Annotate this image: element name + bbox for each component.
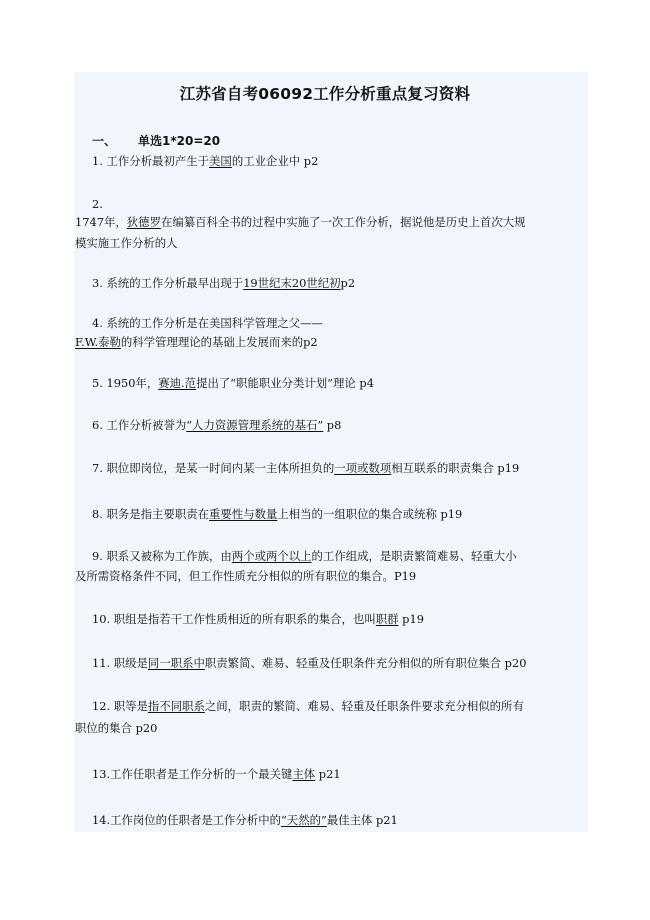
item-8-keyword: 重要性与数量 xyxy=(209,507,278,521)
item-11-text-end: 职责繁简、难易、轻重及任职条件充分相似的所有职位集合 p20 xyxy=(204,656,527,670)
item-13-keyword: 主体 xyxy=(292,767,316,781)
item-6 xyxy=(92,418,341,432)
item-12-text: 12. 职等是 xyxy=(92,699,148,713)
item-1-text: 1. 工作分析最初产生于 xyxy=(92,154,210,168)
item-5-text: 5. 1950年， xyxy=(92,376,159,390)
section-number: 一、 xyxy=(92,134,117,148)
item-9-line-2: 及所需资格条件不同，但工作性质充分相似的所有职位的集合。P19 xyxy=(75,569,417,583)
item-13 xyxy=(92,767,341,781)
item-8-text-end: 上相当的一组职位的集合或统称 p19 xyxy=(277,507,463,521)
item-1-text-end: 的工业企业中 p2 xyxy=(231,154,319,168)
item-7 xyxy=(92,461,519,475)
item-14 xyxy=(92,813,398,827)
item-12-text-end: 之间，职责的繁简、难易、轻重及任职条件要求充分相似的所有 xyxy=(204,699,524,713)
document-title: 江苏省自考06092工作分析重点复习资料 xyxy=(179,85,471,103)
item-3-text: 3. 系统的工作分析最早出现于 xyxy=(92,276,244,290)
item-6-keyword: “人力资源管理系统的基石” xyxy=(186,418,324,432)
item-10-text-end: p19 xyxy=(398,612,424,626)
item-1 xyxy=(92,154,318,168)
item-9-text-end: 的工作组成，是职责繁简难易、轻重大小 xyxy=(311,549,517,563)
item-3 xyxy=(92,276,355,290)
item-6-text-end: p8 xyxy=(323,418,342,432)
section-label: 单选1*20=20 xyxy=(138,134,221,148)
item-8 xyxy=(92,507,462,521)
item-13-text-end: p21 xyxy=(315,767,341,781)
item-7-keyword: 一项或数项 xyxy=(334,461,392,475)
item-12-keyword: 指不同职系 xyxy=(147,699,205,713)
item-2-text: 1747年， xyxy=(75,215,127,229)
item-12 xyxy=(92,699,524,713)
item-2-line-2: 模实施工作分析的人 xyxy=(75,236,178,250)
item-9-text: 9. 职系又被称为工作族，由 xyxy=(92,549,232,563)
item-3-keyword: 19世纪末20世纪初 xyxy=(243,276,341,290)
item-5-text-end: 提出了“职能职业分类计划”理论 p4 xyxy=(196,376,374,390)
item-12-line-2: 职位的集合 p20 xyxy=(75,721,158,735)
item-3-text-end: p2 xyxy=(340,276,356,290)
item-13-text: 13.工作任职者是工作分析的一个最关键 xyxy=(92,767,293,781)
item-4-text-end: 的科学管理理论的基础上发展而来的p2 xyxy=(120,335,318,349)
item-1-keyword: 美国 xyxy=(209,154,232,168)
item-10 xyxy=(92,612,424,626)
item-9-keyword: 两个或两个以上 xyxy=(231,549,312,563)
item-4: 4. 系统的工作分析是在美国科学管理之父—— xyxy=(92,316,323,330)
item-2-number: 2. xyxy=(92,197,103,211)
item-9 xyxy=(92,549,517,563)
item-4-line-2 xyxy=(75,335,318,349)
item-2-keyword: 狄德罗 xyxy=(126,215,161,229)
item-10-keyword: 职群 xyxy=(375,612,399,626)
section-heading xyxy=(92,132,220,149)
item-14-keyword: “天然的” xyxy=(280,813,327,827)
item-5-keyword: 赛迪.范 xyxy=(158,376,197,390)
item-11 xyxy=(92,656,526,670)
item-2 xyxy=(75,215,525,229)
item-6-text: 6. 工作分析被誉为 xyxy=(92,418,187,432)
item-10-text: 10. 职组是指若干工作性质相近的所有职系的集合，也叫 xyxy=(92,612,376,626)
item-7-text-end: 相互联系的职责集合 p19 xyxy=(391,461,520,475)
item-14-text: 14.工作岗位的任职者是工作分析中的 xyxy=(92,813,281,827)
item-11-keyword: 同一职系中 xyxy=(147,656,205,670)
item-8-text: 8. 职务是指主要职责在 xyxy=(92,507,210,521)
item-14-text-end: 最佳主体 p21 xyxy=(326,813,398,827)
item-7-text: 7. 职位即岗位，是某一时间内某一主体所担负的 xyxy=(92,461,335,475)
item-2-text-end: 在编纂百科全书的过程中实施了一次工作分析，据说他是历史上首次大规 xyxy=(160,215,526,229)
document-page xyxy=(74,72,588,832)
item-5 xyxy=(92,376,374,390)
item-4-keyword: F.W.泰勒 xyxy=(75,335,121,349)
item-11-text: 11. 职级是 xyxy=(92,656,148,670)
